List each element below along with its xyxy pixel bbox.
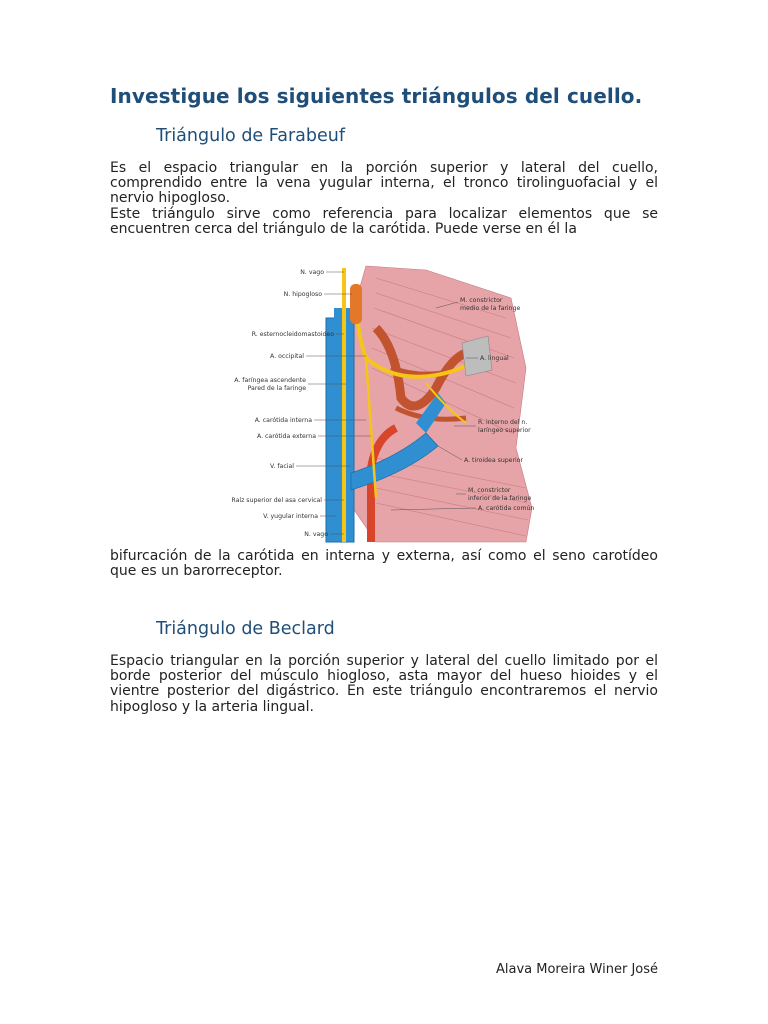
- label-a-carotida-comun: A. carótida común: [478, 505, 535, 512]
- heading-beclard: Triángulo de Beclard: [156, 619, 335, 639]
- label-a-carotida-externa: A. carótida externa: [256, 433, 316, 440]
- paragraph-farabeuf-continued: [110, 549, 658, 579]
- paragraph-text: bifurcación de la carótida en interna y externa, así como el seno carotídeo que es un barorreceptor.: [110, 548, 658, 580]
- jugular-vein-shape: [326, 318, 354, 542]
- label-v-facial: V. facial: [270, 463, 294, 470]
- label-m-constrictor-inferior-1: M. constrictor: [468, 487, 511, 494]
- paragraph-text: Es el espacio triangular en la porción superior y lateral del cuello, comprendido entre la vena yugular interna, el tronco tirolinguofacial y el nervio hipogloso.: [110, 160, 658, 207]
- label-v-yugular-interna: V. yugular interna: [263, 513, 318, 520]
- label-r-interno-2: laríngeo superior: [478, 427, 531, 434]
- paragraph-farabeuf-definition: [110, 161, 658, 237]
- paragraph-text: Espacio triangular en la porción superior y lateral del cuello limitado por el borde posterior del músculo hiogloso, asta mayor del hueso hioides y el vientre posterior del digástrico. En este triángulo encontraremos el nervio hipogloso y la arteria lingual.: [110, 653, 658, 715]
- label-a-faringea: A. faríngea ascendente: [234, 377, 306, 384]
- label-raiz-asa-cervical: Raíz superior del asa cervical: [231, 497, 322, 504]
- label-r-esternocleidomastoideo: R. esternocleidomastoideo: [251, 331, 334, 338]
- label-n-vago: N. vago: [300, 269, 324, 276]
- paragraph-text: Este triángulo sirve como referencia para localizar elementos que se encuentren cerca del triángulo de la carótida. Puede verse en él la: [110, 205, 658, 237]
- label-pared-faringe: Pared de la faringe: [247, 385, 306, 392]
- neck-anatomy-illustration: [226, 258, 542, 544]
- label-m-constrictor-medio-1: M. constrictor: [460, 297, 503, 304]
- label-n-vago-bottom: N. vago: [304, 531, 328, 538]
- label-n-hipogloso: N. hipogloso: [283, 291, 322, 298]
- label-a-lingual: A. lingual: [480, 355, 509, 362]
- author-footer: Alava Moreira Winer José: [496, 962, 658, 977]
- label-m-constrictor-inferior-2: inferior de la faringe: [468, 495, 532, 502]
- label-a-tiroidea-superior: A. tiroidea superior: [464, 457, 524, 464]
- paragraph-beclard-definition: [110, 654, 658, 715]
- label-a-carotida-interna: A. carótida interna: [254, 417, 312, 424]
- label-r-interno-1: R. interno del n.: [478, 419, 528, 426]
- heading-farabeuf: Triángulo de Farabeuf: [156, 126, 345, 146]
- document-title: Investigue los siguientes triángulos del cuello.: [110, 84, 643, 108]
- label-a-occipital: A. occipital: [270, 353, 304, 360]
- label-m-constrictor-medio-2: medio de la faringe: [460, 305, 521, 312]
